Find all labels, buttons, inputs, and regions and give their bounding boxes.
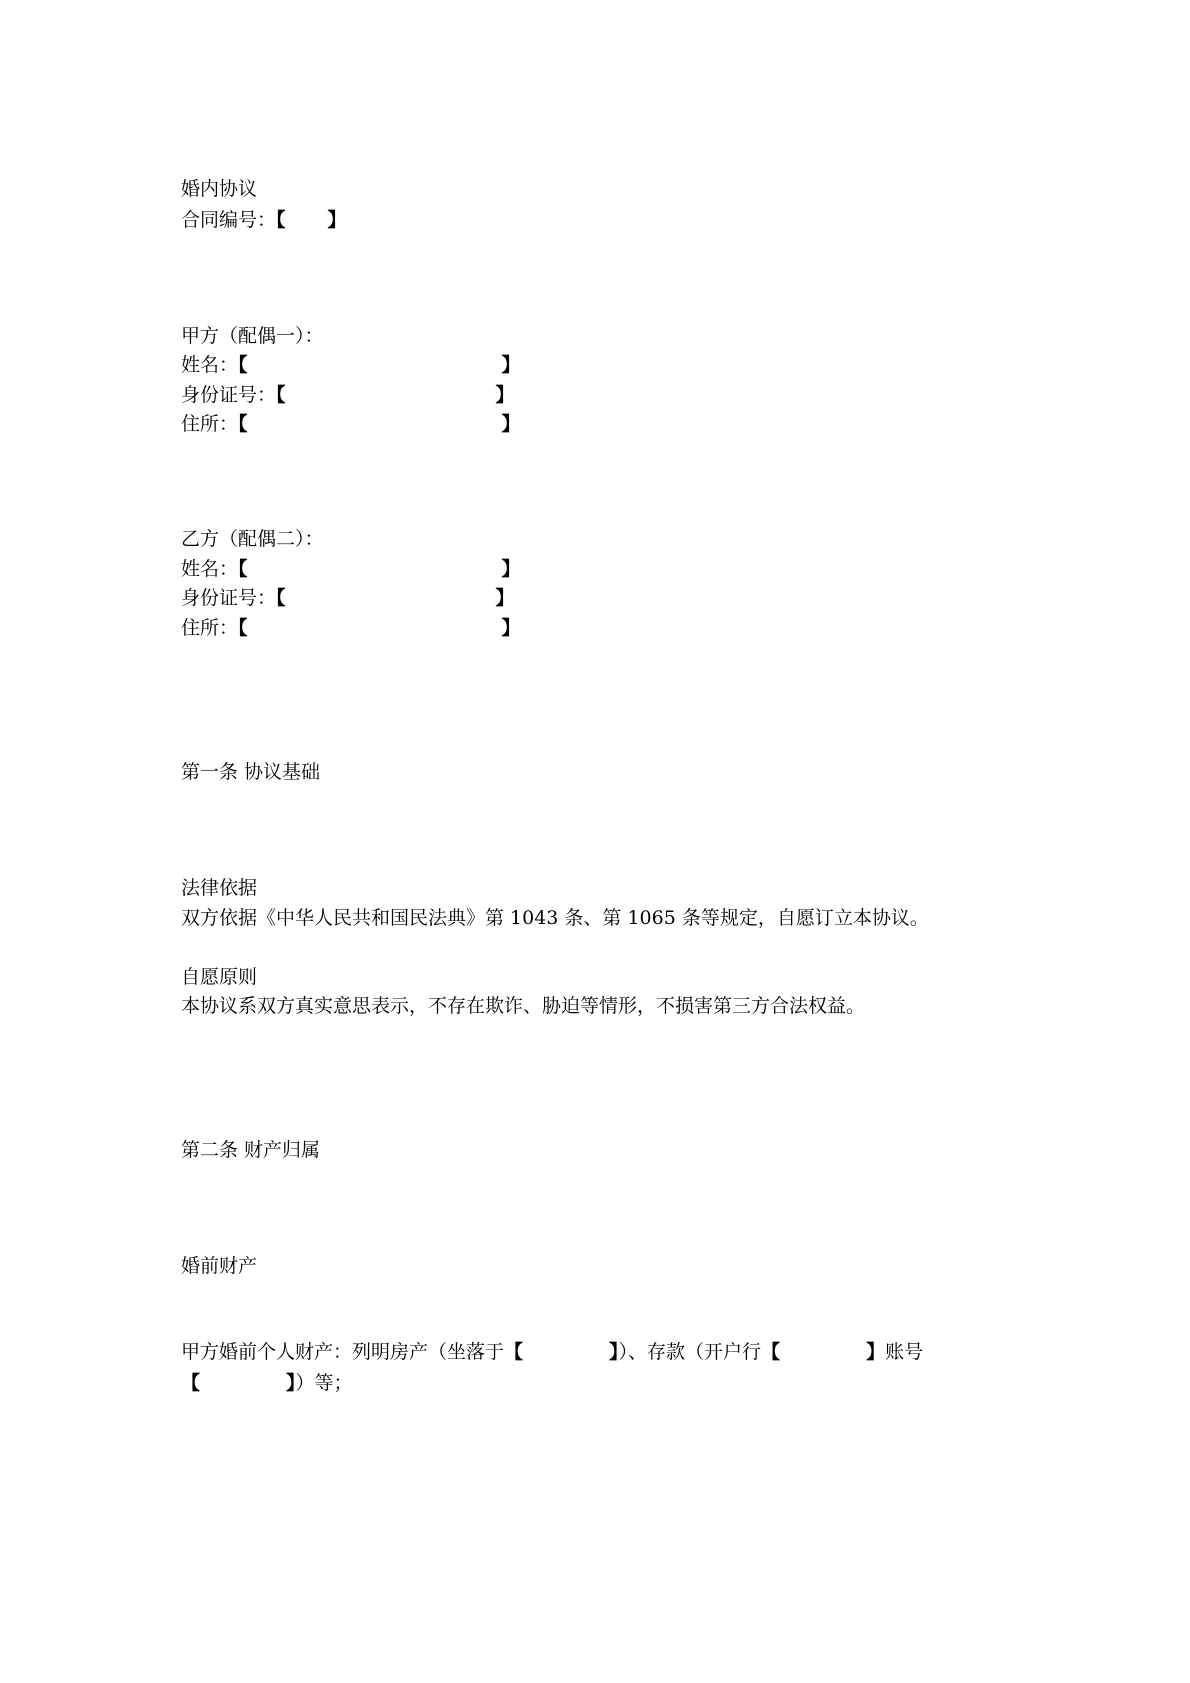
bracket-open: 【 xyxy=(181,1372,201,1394)
address-label: 住所： xyxy=(181,413,239,435)
premarital-property-title: 婚前财产 xyxy=(181,1255,258,1277)
party-b-id-line xyxy=(181,586,515,610)
premarital-a-text-3: 账号 xyxy=(885,1341,924,1363)
legal-basis-title: 法律依据 xyxy=(181,877,258,899)
bracket-close: 】 xyxy=(501,413,521,435)
contract-number-label: 合同编号： xyxy=(181,209,277,231)
premarital-a-text-1: 甲方婚前个人财产：列明房产（坐落于 xyxy=(181,1341,505,1363)
id-label: 身份证号： xyxy=(181,587,277,609)
bracket-close: 】 xyxy=(501,558,521,580)
bracket-close: 】 xyxy=(286,1372,296,1394)
legal-basis-text: 双方依据《中华人民共和国民法典》第 1043 条、第 1065 条等规定，自愿订立本协议。 xyxy=(181,907,929,929)
voluntary-principle-title: 自愿原则 xyxy=(181,966,258,988)
bracket-open: 【 xyxy=(276,587,286,609)
premarital-a-text-4: ）等； xyxy=(295,1372,353,1394)
name-label: 姓名： xyxy=(181,558,239,580)
bracket-close: 】 xyxy=(609,1341,619,1363)
bracket-open: 【 xyxy=(276,209,286,231)
bracket-open: 【 xyxy=(238,413,248,435)
bracket-open: 【 xyxy=(238,354,248,376)
party-a-name-line xyxy=(181,353,521,377)
party-b-address-line xyxy=(181,616,521,640)
bracket-close: 】 xyxy=(327,209,347,231)
premarital-a-text-2: ）、存款（开户行 xyxy=(618,1341,762,1363)
contract-number-line xyxy=(181,208,347,232)
party-b-header: 乙方（配偶二）： xyxy=(181,528,324,550)
id-label: 身份证号： xyxy=(181,384,277,406)
document-title: 婚内协议 xyxy=(181,178,258,200)
address-label: 住所： xyxy=(181,617,239,639)
article-1-heading: 第一条 协议基础 xyxy=(181,761,321,783)
bracket-close: 】 xyxy=(495,384,515,406)
bracket-open: 【 xyxy=(761,1341,781,1363)
premarital-property-a-paragraph xyxy=(181,1337,1021,1399)
bracket-close: 】 xyxy=(501,354,521,376)
article-2-heading: 第二条 财产归属 xyxy=(181,1139,321,1161)
bracket-open: 【 xyxy=(504,1341,524,1363)
bracket-close: 】 xyxy=(866,1341,886,1363)
bracket-open: 【 xyxy=(276,384,286,406)
party-a-header: 甲方（配偶一）： xyxy=(181,325,324,347)
party-a-id-line xyxy=(181,383,515,407)
bracket-open: 【 xyxy=(238,558,248,580)
bracket-close: 】 xyxy=(501,617,521,639)
party-a-address-line xyxy=(181,412,521,436)
voluntary-principle-text: 本协议系双方真实意思表示，不存在欺诈、胁迫等情形，不损害第三方合法权益。 xyxy=(181,995,866,1017)
bracket-close: 】 xyxy=(495,587,515,609)
party-b-name-line xyxy=(181,557,521,581)
bracket-open: 【 xyxy=(238,617,248,639)
name-label: 姓名： xyxy=(181,354,239,376)
